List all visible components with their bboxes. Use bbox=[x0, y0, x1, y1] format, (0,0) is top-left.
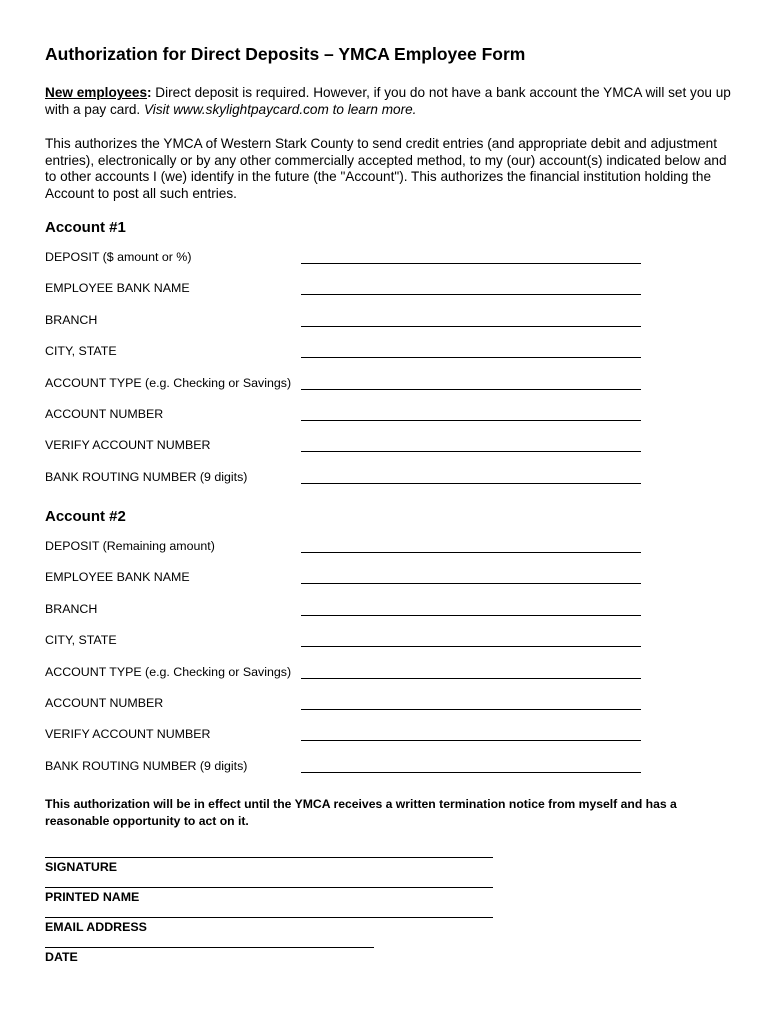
fill-line[interactable] bbox=[301, 357, 641, 358]
field-label: VERIFY ACCOUNT NUMBER bbox=[45, 727, 211, 741]
field-label: DEPOSIT ($ amount or %) bbox=[45, 250, 192, 264]
account-1-account-type-field[interactable] bbox=[45, 376, 645, 396]
account-1-heading: Account #1 bbox=[45, 219, 126, 236]
account-1-account-number-field[interactable] bbox=[45, 407, 645, 427]
email-address-label: EMAIL ADDRESS bbox=[45, 920, 147, 934]
field-label: BANK ROUTING NUMBER (9 digits) bbox=[45, 470, 248, 484]
account-2-deposit-field[interactable] bbox=[45, 539, 645, 559]
field-label: ACCOUNT NUMBER bbox=[45, 407, 164, 421]
field-label: BANK ROUTING NUMBER (9 digits) bbox=[45, 759, 248, 773]
field-label: ACCOUNT NUMBER bbox=[45, 696, 164, 710]
form-title: Authorization for Direct Deposits – YMCA Employee Form bbox=[45, 44, 526, 64]
new-employees-text: Direct deposit is required. However, if you do not have a bank account the YMCA will set you up with a pay card. bbox=[45, 85, 731, 117]
email-address-line[interactable] bbox=[45, 917, 493, 918]
field-label: EMPLOYEE BANK NAME bbox=[45, 281, 190, 295]
fill-line[interactable] bbox=[301, 709, 641, 710]
account-2-heading: Account #2 bbox=[45, 508, 126, 525]
account-2-account-type-field[interactable] bbox=[45, 665, 645, 685]
field-label: ACCOUNT TYPE (e.g. Checking or Savings) bbox=[45, 665, 292, 679]
fill-line[interactable] bbox=[301, 583, 641, 584]
fill-line[interactable] bbox=[301, 552, 641, 553]
signature-label: SIGNATURE bbox=[45, 860, 118, 874]
account-1-branch-field[interactable] bbox=[45, 313, 645, 333]
authorization-paragraph: This authorizes the YMCA of Western Stark County to send credit entries (and appropriate debit and adjustment entries), electronically or by any other commercially accepted method, to my (our) account(s) indicated below and to other accounts I (we) identify in the future (the "Account"). This authorizes the financial institution holding the Account to post all such entries. bbox=[45, 136, 727, 201]
fill-line[interactable] bbox=[301, 294, 641, 295]
field-label: VERIFY ACCOUNT NUMBER bbox=[45, 438, 211, 452]
account-1-verify-account-field[interactable] bbox=[45, 438, 645, 458]
email-address-field[interactable] bbox=[45, 917, 493, 934]
account-2-verify-account-field[interactable] bbox=[45, 727, 645, 747]
fill-line[interactable] bbox=[301, 740, 641, 741]
signature-field[interactable] bbox=[45, 857, 493, 874]
fill-line[interactable] bbox=[301, 263, 641, 264]
account-1-bank-name-field[interactable] bbox=[45, 281, 645, 301]
account-1-deposit-field[interactable] bbox=[45, 250, 645, 270]
account-2-branch-field[interactable] bbox=[45, 602, 645, 622]
new-employees-label: New employees bbox=[45, 85, 147, 100]
field-label: ACCOUNT TYPE (e.g. Checking or Savings) bbox=[45, 376, 292, 390]
printed-name-line[interactable] bbox=[45, 887, 493, 888]
fill-line[interactable] bbox=[301, 389, 641, 390]
account-2-bank-name-field[interactable] bbox=[45, 570, 645, 590]
account-1-city-state-field[interactable] bbox=[45, 344, 645, 364]
field-label: CITY, STATE bbox=[45, 633, 117, 647]
printed-name-label: PRINTED NAME bbox=[45, 890, 140, 904]
signature-line[interactable] bbox=[45, 857, 493, 858]
fill-line[interactable] bbox=[301, 483, 641, 484]
field-label: CITY, STATE bbox=[45, 344, 117, 358]
fill-line[interactable] bbox=[301, 772, 641, 773]
date-line[interactable] bbox=[45, 947, 374, 948]
fill-line[interactable] bbox=[301, 451, 641, 452]
account-2-routing-number-field[interactable] bbox=[45, 759, 645, 779]
date-label: DATE bbox=[45, 950, 78, 964]
fill-line[interactable] bbox=[301, 326, 641, 327]
printed-name-field[interactable] bbox=[45, 887, 493, 904]
field-label: BRANCH bbox=[45, 313, 98, 327]
field-label: BRANCH bbox=[45, 602, 98, 616]
field-label: EMPLOYEE BANK NAME bbox=[45, 570, 190, 584]
fill-line[interactable] bbox=[301, 420, 641, 421]
fill-line[interactable] bbox=[301, 678, 641, 679]
fill-line[interactable] bbox=[301, 646, 641, 647]
authorization-notice: This authorization will be in effect until the YMCA receives a written termination notice from myself and has a reasonable opportunity to act on it. bbox=[45, 797, 677, 828]
fill-line[interactable] bbox=[301, 615, 641, 616]
paycard-visit-text: Visit www.skylightpaycard.com to learn more. bbox=[143, 102, 417, 117]
account-2-city-state-field[interactable] bbox=[45, 633, 645, 653]
field-label: DEPOSIT (Remaining amount) bbox=[45, 539, 215, 553]
date-field[interactable] bbox=[45, 947, 374, 964]
account-1-routing-number-field[interactable] bbox=[45, 470, 645, 490]
new-employees-note: New employees: Direct deposit is required. However, if you do not have a bank account the YMCA will set you up with a pay card. Visit www.skylightpaycard.com to learn more. bbox=[45, 85, 731, 117]
account-2-account-number-field[interactable] bbox=[45, 696, 645, 716]
